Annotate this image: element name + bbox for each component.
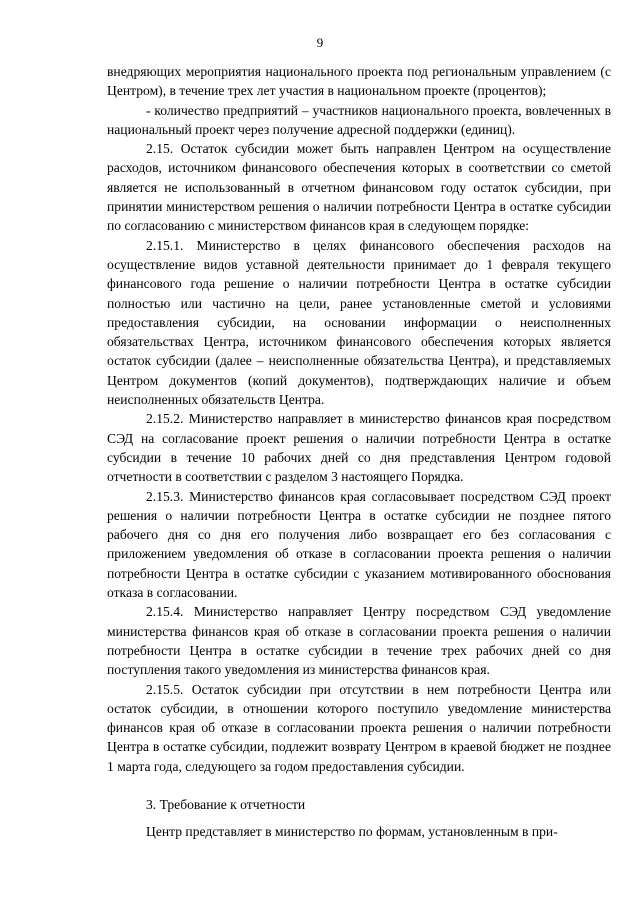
list-item: - количество предприятий – участников национального проекта, вовлеченных в национальный проект через получение адресной поддержки (единиц). [107, 102, 611, 137]
paragraph: Центр представляет в министерство по формам, установленным в при- [146, 824, 558, 840]
paragraph: 2.15.1. Министерство в целях финансового обеспечения расходов на осуществление видов уставной деятельности принимает до 1 февраля текущего финансового года решение о наличии потребности Центра в остатке субсидии полностью или частично на цели, ранее установленные сметой и условиями предоставления субсидии, на основании информации о неисполненных обязательствах Центра, источником финансового обеспечения которых является остаток субсидии (далее – неисполненные обязательства Центра), и представляемых Центром документов (копий документов), подтверждающих наличие и объем неисполненных обязательств Центра. [107, 237, 611, 408]
paragraph: 2.15.4. Министерство направляет Центру посредством СЭД уведомление министерства финансов края об отказе в согласовании проекта решения о наличии потребности Центра в остатке субсидии в течение трех рабочих дней со дня поступления такого уведомления из министерства финансов края. [107, 604, 611, 678]
page-number: 9 [316, 35, 324, 50]
section-heading: 3. Требование к отчетности [146, 796, 306, 812]
paragraph: 2.15. Остаток субсидии может быть направлен Центром на осуществление расходов, источником финансового обеспечения которых в соответствии со сметой является не использованный в отчетном финансовом году остаток субсидии, при принятии министерством решения о наличии потребности Центра в остатке субсидии по согласованию с министерством финансов края в следующем порядке: [107, 141, 611, 234]
paragraph: 2.15.3. Министерство финансов края согласовывает посредством СЭД проект решения о наличии потребности Центра в остатке субсидии не позднее пятого рабочего дня со дня его получения либо возвращает его без согласования с приложением уведомления об отказе в согласовании проекта решения о наличии потребности Центра в остатке субсидии с указанием мотивированного обоснования отказа в согласовании. [107, 488, 611, 601]
paragraph: 2.15.2. Министерство направляет в министерство финансов края посредством СЭД на согласование проект решения о наличии потребности Центра в остатке субсидии в течение 10 рабочих дней со дня представления Центром годовой отчетности в соответствии с разделом 3 настоящего Порядка. [107, 411, 611, 485]
document-body [107, 62, 611, 842]
paragraph: внедряющих мероприятия национального проекта под региональным управлением (с Центром), в течение трех лет участия в национальном проекте (процентов); [107, 64, 611, 99]
paragraph: 2.15.5. Остаток субсидии при отсутствии в нем потребности Центра или остаток субсидии, в отношении которого поступило уведомление министерства финансов края об отказе в согласовании проекта решения о наличии потребности Центра в остатке субсидии, подлежит возврату Центром в краевой бюджет не позднее 1 марта года, следующего за годом предоставления субсидии. [107, 681, 611, 774]
